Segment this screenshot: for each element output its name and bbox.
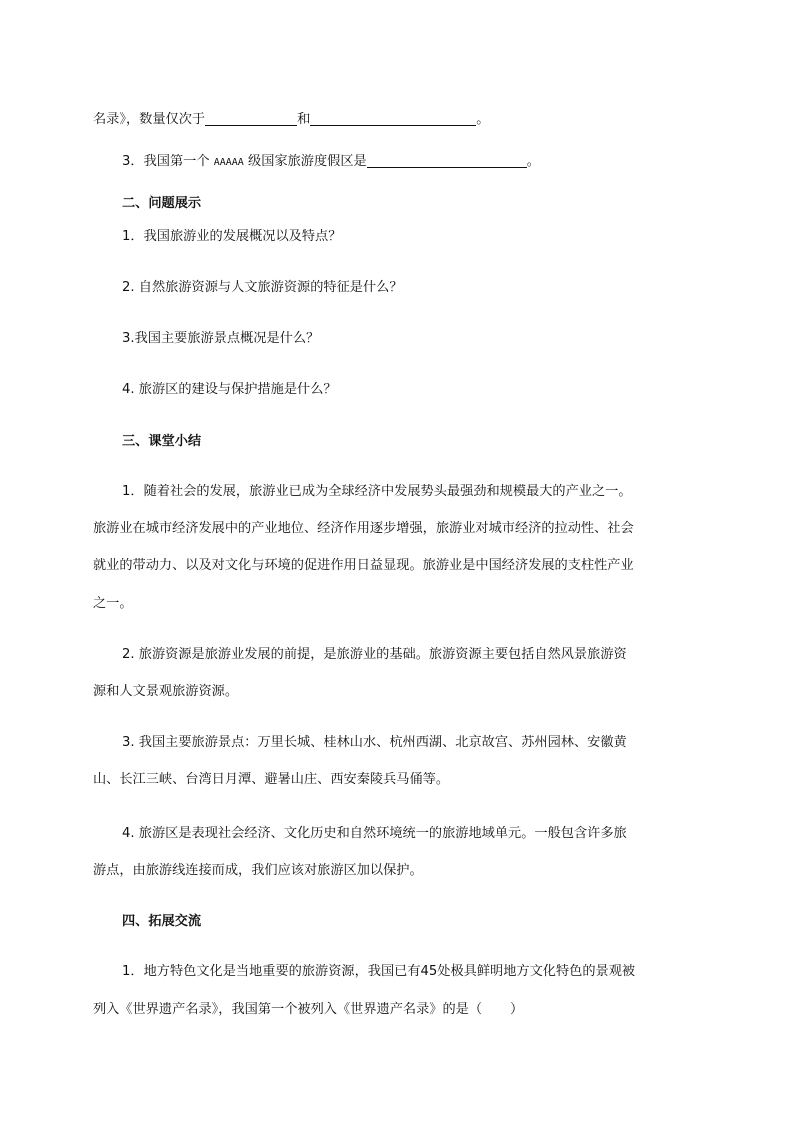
paragraph-line: 游点，由旅游线连接而成，我们应该对旅游区加以保护。	[93, 863, 423, 878]
section-heading: 二、问题展示	[122, 196, 202, 211]
question-item: 4. 旅游区的建设与保护措施是什么？	[122, 382, 337, 397]
line-text: ）	[510, 1002, 524, 1017]
paragraph-line: 1．随着社会的发展，旅游业已成为全球经济中发展势头最强劲和规模最大的产业之一。	[122, 484, 632, 499]
paragraph-line: 山、长江三峡、台湾日月潭、避暑山庄、西安秦陵兵马俑等。	[93, 772, 450, 787]
answer-blank[interactable]	[367, 153, 527, 168]
line-text: 列入《世界遗产名录》，我国第一个被列入《世界遗产名录》的是（	[93, 1002, 483, 1017]
line-text: 级国家旅游度假区是	[243, 154, 367, 169]
fill-blank-line-2	[122, 150, 540, 169]
answer-blank[interactable]	[205, 111, 297, 126]
section-heading: 四、拓展交流	[122, 914, 202, 929]
answer-blank[interactable]	[310, 111, 476, 126]
paragraph-line: 2. 旅游资源是旅游业发展的前提，是旅游业的基础。旅游资源主要包括自然风景旅游资	[122, 647, 627, 662]
question-line	[93, 998, 523, 1017]
paragraph-line: 3. 我国主要旅游景点：万里长城、桂林山水、杭州西湖、北京故宫、苏州园林、安徽黄	[122, 735, 627, 750]
fill-blank-line-1	[93, 108, 489, 127]
paragraph-line: 旅游业在城市经济发展中的产业地位、经济作用逐步增强，旅游业对城市经济的拉动性、社会	[93, 521, 634, 536]
section-heading: 三、课堂小结	[122, 434, 202, 449]
paragraph-line: 1．地方特色文化是当地重要的旅游资源，我国已有45处极具鲜明地方文化特色的景观被	[122, 964, 636, 979]
question-item: 1．我国旅游业的发展概况以及特点？	[122, 229, 342, 244]
line-text: 。	[476, 112, 490, 127]
rating-text: AAAAA	[213, 157, 244, 168]
paragraph-line: 就业的带动力、以及对文化与环境的促进作用日益显现。旅游业是中国经济发展的支柱性产业	[93, 558, 634, 573]
question-item: 3.我国主要旅游景点概况是什么？	[122, 331, 320, 346]
paragraph-line: 4. 旅游区是表现社会经济、文化历史和自然环境统一的旅游地域单元。一般包含许多旅	[122, 826, 627, 841]
line-text: 名录》，数量仅次于	[93, 112, 206, 127]
line-text: 3．我国第一个	[122, 154, 214, 169]
question-item: 2. 自然旅游资源与人文旅游资源的特征是什么？	[122, 280, 403, 295]
paragraph-line: 源和人文景观旅游资源。	[93, 684, 239, 699]
line-text: 和	[297, 112, 311, 127]
paragraph-line: 之一。	[93, 596, 133, 611]
line-text: 。	[526, 154, 540, 169]
